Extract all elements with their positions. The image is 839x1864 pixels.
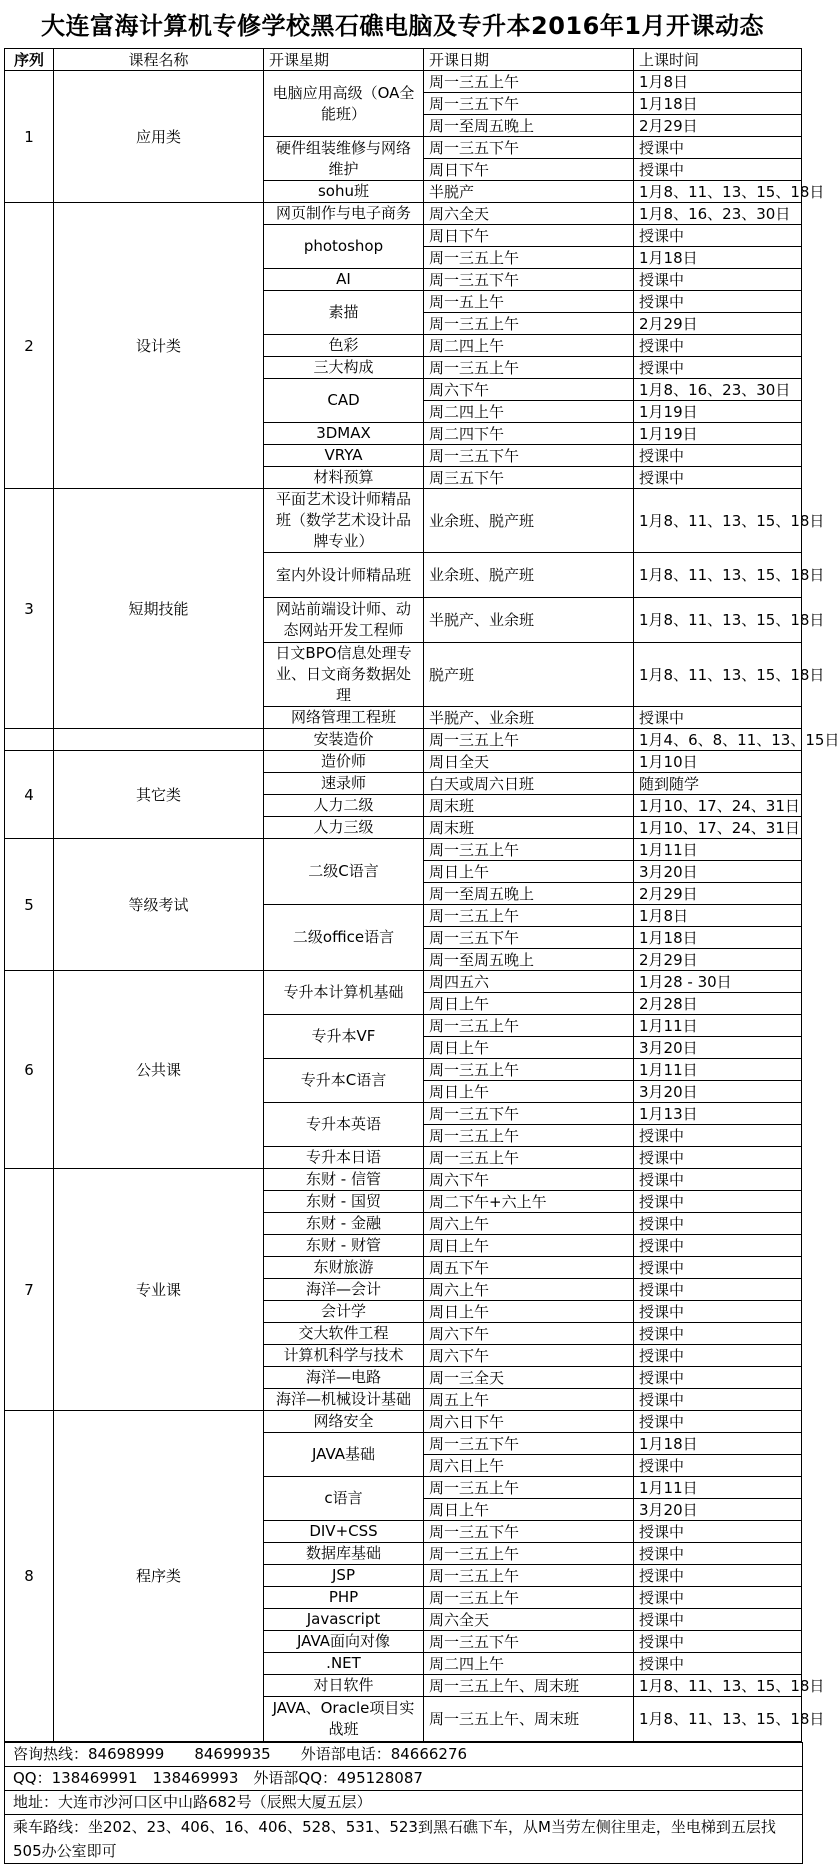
session-weekday: 半脱产、业余班 (424, 598, 634, 643)
session-start-date: 3月20日 (634, 1081, 802, 1103)
session-weekday: 周日上午 (424, 1235, 634, 1257)
session-start-date: 1月18日 (634, 927, 802, 949)
session-start-date: 1月8、16、23、30日 (634, 379, 802, 401)
table-row (5, 1411, 802, 1433)
session-start-date: 1月8、11、13、15、18日 (634, 598, 802, 643)
course-name: 专升本计算机基础 (264, 971, 424, 1015)
session-weekday: 周一三五上午 (424, 839, 634, 861)
session-weekday: 半脱产、业余班 (424, 707, 634, 729)
course-name: 专升本日语 (264, 1147, 424, 1169)
course-name: 人力三级 (264, 817, 424, 839)
session-start-date: 授课中 (634, 1125, 802, 1147)
session-weekday: 周二四上午 (424, 335, 634, 357)
session-weekday: 周一三五上午 (424, 357, 634, 379)
table-row (5, 1169, 802, 1191)
course-name: 二级C语言 (264, 839, 424, 905)
course-name: 东财 - 信管 (264, 1169, 424, 1191)
group-index: 5 (5, 839, 54, 971)
session-weekday: 周一三五上午 (424, 1543, 634, 1565)
group-index: 6 (5, 971, 54, 1169)
course-name: 东财 - 国贸 (264, 1191, 424, 1213)
course-name: 3DMAX (264, 423, 424, 445)
session-start-date: 授课中 (634, 1587, 802, 1609)
session-start-date: 1月13日 (634, 1103, 802, 1125)
session-start-date: 1月11日 (634, 1059, 802, 1081)
session-weekday: 周日上午 (424, 1301, 634, 1323)
course-name: 数据库基础 (264, 1543, 424, 1565)
group-index: 3 (5, 489, 54, 729)
session-start-date: 1月10、17、24、31日 (634, 817, 802, 839)
table-row (5, 971, 802, 993)
session-weekday: 周一三五上午 (424, 1015, 634, 1037)
course-name: 交大软件工程 (264, 1323, 424, 1345)
session-start-date: 授课中 (634, 707, 802, 729)
header-class-time: 上课时间 (634, 49, 802, 71)
session-start-date: 1月18日 (634, 247, 802, 269)
session-start-date: 1月19日 (634, 423, 802, 445)
session-weekday: 周五下午 (424, 1257, 634, 1279)
session-weekday: 周六下午 (424, 1169, 634, 1191)
session-weekday: 周一三五下午 (424, 1103, 634, 1125)
session-start-date: 授课中 (634, 1653, 802, 1675)
session-weekday: 周二下午+六上午 (424, 1191, 634, 1213)
session-weekday: 周一三五下午 (424, 1433, 634, 1455)
session-weekday: 周六下午 (424, 1323, 634, 1345)
schedule-table (4, 48, 839, 1742)
session-weekday: 周日下午 (424, 225, 634, 247)
session-weekday: 周一三五上午 (424, 729, 634, 751)
course-name: 对日软件 (264, 1675, 424, 1697)
session-start-date: 授课中 (634, 1257, 802, 1279)
session-start-date: 授课中 (634, 1345, 802, 1367)
session-weekday: 周六下午 (424, 379, 634, 401)
group-index: 8 (5, 1411, 54, 1742)
table-row (5, 751, 802, 773)
course-name: .NET (264, 1653, 424, 1675)
session-weekday: 周三五下午 (424, 467, 634, 489)
course-name: 海洋—会计 (264, 1279, 424, 1301)
course-name: 网络管理工程班 (264, 707, 424, 729)
session-weekday: 周四五六 (424, 971, 634, 993)
course-name: 网络安全 (264, 1411, 424, 1433)
course-name: Javascript (264, 1609, 424, 1631)
schedule-body (5, 71, 839, 1742)
header-index: 序列 (5, 49, 54, 71)
group-category: 公共课 (54, 971, 264, 1169)
course-name: 三大构成 (264, 357, 424, 379)
session-start-date: 授课中 (634, 1455, 802, 1477)
course-name: JAVA、Oracle项目实战班 (264, 1697, 424, 1742)
session-start-date: 1月28 - 30日 (634, 971, 802, 993)
session-weekday: 周六全天 (424, 203, 634, 225)
course-name: 东财 - 财管 (264, 1235, 424, 1257)
session-start-date: 授课中 (634, 1169, 802, 1191)
course-name: sohu班 (264, 181, 424, 203)
session-weekday: 周一至周五晚上 (424, 115, 634, 137)
session-weekday: 周日下午 (424, 159, 634, 181)
course-name: 人力二级 (264, 795, 424, 817)
session-weekday: 周一三五上午 (424, 1125, 634, 1147)
course-name: PHP (264, 1587, 424, 1609)
course-name: 硬件组装维修与网络维护 (264, 137, 424, 181)
group-category: 短期技能 (54, 489, 264, 729)
session-weekday: 周一五上午 (424, 291, 634, 313)
session-weekday: 周一三五上午 (424, 71, 634, 93)
table-row (5, 839, 802, 861)
session-weekday: 周一三五下午 (424, 445, 634, 467)
course-name: 网站前端设计师、动态网站开发工程师 (264, 598, 424, 643)
course-name: 网页制作与电子商务 (264, 203, 424, 225)
session-start-date: 授课中 (634, 1235, 802, 1257)
session-weekday: 周二四上午 (424, 401, 634, 423)
header-weekday: 开课星期 (264, 49, 424, 71)
session-start-date: 授课中 (634, 291, 802, 313)
session-start-date: 1月8日 (634, 71, 802, 93)
session-start-date: 1月11日 (634, 1477, 802, 1499)
session-weekday: 周末班 (424, 817, 634, 839)
course-name: 素描 (264, 291, 424, 335)
session-start-date: 3月20日 (634, 1499, 802, 1521)
contact-footer (4, 1742, 803, 1864)
group-index: 1 (5, 71, 54, 203)
session-weekday: 周一三五上午 (424, 905, 634, 927)
course-name: 材料预算 (264, 467, 424, 489)
course-name: 计算机科学与技术 (264, 1345, 424, 1367)
session-weekday: 半脱产 (424, 181, 634, 203)
session-start-date: 1月8、11、13、15、18日 (634, 553, 802, 598)
group-index (5, 729, 54, 751)
session-start-date: 3月20日 (634, 861, 802, 883)
session-start-date: 1月8、11、13、15、18日 (634, 489, 802, 553)
table-row (5, 489, 802, 553)
group-category: 专业课 (54, 1169, 264, 1411)
session-start-date: 1月4、6、8、11、13、15日 (634, 729, 802, 751)
session-weekday: 周六全天 (424, 1609, 634, 1631)
session-weekday: 周一三五下午 (424, 269, 634, 291)
course-name: 海洋—电路 (264, 1367, 424, 1389)
course-name: 电脑应用高级（OA全能班） (264, 71, 424, 137)
session-weekday: 周日上午 (424, 1037, 634, 1059)
session-start-date: 1月8、11、13、15、18日 (634, 1697, 802, 1742)
session-weekday: 脱产班 (424, 643, 634, 707)
session-start-date: 授课中 (634, 1389, 802, 1411)
session-weekday: 周一三五下午 (424, 1631, 634, 1653)
course-name: 室内外设计师精品班 (264, 553, 424, 598)
course-name: c语言 (264, 1477, 424, 1521)
table-header-row (5, 49, 802, 71)
course-name: JAVA面向对像 (264, 1631, 424, 1653)
session-start-date: 2月29日 (634, 883, 802, 905)
session-weekday: 周一三五上午 (424, 313, 634, 335)
footer-hotline: 咨询热线：84698999 84699935 外语部电话：84666276 (5, 1742, 802, 1766)
group-index: 2 (5, 203, 54, 489)
session-start-date: 授课中 (634, 1191, 802, 1213)
session-weekday: 业余班、脱产班 (424, 553, 634, 598)
session-weekday: 周一三五上午 (424, 1565, 634, 1587)
session-weekday: 周末班 (424, 795, 634, 817)
session-start-date: 1月8、11、13、15、18日 (634, 1675, 802, 1697)
session-start-date: 2月29日 (634, 949, 802, 971)
session-start-date: 授课中 (634, 1631, 802, 1653)
course-name: 海洋—机械设计基础 (264, 1389, 424, 1411)
session-weekday: 周六下午 (424, 1345, 634, 1367)
course-name: VRYA (264, 445, 424, 467)
session-weekday: 周日上午 (424, 861, 634, 883)
session-weekday: 周六日下午 (424, 1411, 634, 1433)
group-index: 4 (5, 751, 54, 839)
session-start-date: 授课中 (634, 357, 802, 379)
course-name: 会计学 (264, 1301, 424, 1323)
course-name: 东财 - 金融 (264, 1213, 424, 1235)
session-weekday: 周一三五下午 (424, 93, 634, 115)
session-start-date: 授课中 (634, 225, 802, 247)
course-name: 专升本C语言 (264, 1059, 424, 1103)
session-start-date: 1月11日 (634, 839, 802, 861)
session-start-date: 1月8日 (634, 905, 802, 927)
course-name: photoshop (264, 225, 424, 269)
session-start-date: 3月20日 (634, 1037, 802, 1059)
session-weekday: 白天或周六日班 (424, 773, 634, 795)
session-weekday: 周六上午 (424, 1213, 634, 1235)
session-start-date: 授课中 (634, 1543, 802, 1565)
header-start-date: 开课日期 (424, 49, 634, 71)
session-start-date: 1月19日 (634, 401, 802, 423)
session-start-date: 授课中 (634, 335, 802, 357)
session-start-date: 1月18日 (634, 1433, 802, 1455)
page-title: 大连富海计算机专修学校黑石礁电脑及专升本2016年1月开课动态 (41, 12, 764, 40)
course-name: 色彩 (264, 335, 424, 357)
session-weekday: 周一三五下午 (424, 927, 634, 949)
session-start-date: 授课中 (634, 1147, 802, 1169)
session-weekday: 周六上午 (424, 1279, 634, 1301)
header-course-name: 课程名称 (54, 49, 264, 71)
session-weekday: 周二四下午 (424, 423, 634, 445)
session-start-date: 授课中 (634, 1279, 802, 1301)
session-start-date: 随到随学 (634, 773, 802, 795)
session-start-date: 2月29日 (634, 115, 802, 137)
session-weekday: 周日上午 (424, 1499, 634, 1521)
session-start-date: 授课中 (634, 1213, 802, 1235)
session-weekday: 周一三五下午 (424, 1521, 634, 1543)
session-weekday: 周二四上午 (424, 1653, 634, 1675)
session-start-date: 1月10日 (634, 751, 802, 773)
course-name: 安装造价 (264, 729, 424, 751)
group-category: 程序类 (54, 1411, 264, 1742)
session-weekday: 周一三五上午 (424, 1147, 634, 1169)
session-start-date: 1月11日 (634, 1015, 802, 1037)
session-weekday: 周一三五上午、周末班 (424, 1675, 634, 1697)
course-name: 造价师 (264, 751, 424, 773)
group-category (54, 729, 264, 751)
session-start-date: 授课中 (634, 1565, 802, 1587)
session-start-date: 2月28日 (634, 993, 802, 1015)
course-name: AI (264, 269, 424, 291)
session-weekday: 周一至周五晚上 (424, 883, 634, 905)
course-name: 专升本英语 (264, 1103, 424, 1147)
session-weekday: 周一三五上午 (424, 1477, 634, 1499)
course-name: 二级office语言 (264, 905, 424, 971)
session-start-date: 授课中 (634, 467, 802, 489)
session-weekday: 周一三五上午 (424, 247, 634, 269)
course-name: JSP (264, 1565, 424, 1587)
session-start-date: 1月18日 (634, 93, 802, 115)
course-name: DIV+CSS (264, 1521, 424, 1543)
group-category: 等级考试 (54, 839, 264, 971)
session-start-date: 授课中 (634, 1323, 802, 1345)
session-start-date: 授课中 (634, 1301, 802, 1323)
table-row (5, 729, 802, 751)
session-start-date: 授课中 (634, 269, 802, 291)
session-start-date: 授课中 (634, 1609, 802, 1631)
session-weekday: 周日全天 (424, 751, 634, 773)
session-start-date: 授课中 (634, 1367, 802, 1389)
session-start-date: 1月10、17、24、31日 (634, 795, 802, 817)
course-name: 平面艺术设计师精品班（数学艺术设计品牌专业） (264, 489, 424, 553)
session-start-date: 授课中 (634, 159, 802, 181)
session-weekday: 周日上午 (424, 993, 634, 1015)
session-weekday: 周日上午 (424, 1081, 634, 1103)
session-start-date: 1月8、16、23、30日 (634, 203, 802, 225)
session-weekday: 周一三五下午 (424, 137, 634, 159)
session-weekday: 周六日上午 (424, 1455, 634, 1477)
session-weekday: 周一至周五晚上 (424, 949, 634, 971)
group-category: 设计类 (54, 203, 264, 489)
footer-address: 地址：大连市沙河口区中山路682号（辰熙大厦五层） (5, 1790, 802, 1814)
session-weekday: 周一三全天 (424, 1367, 634, 1389)
session-weekday: 周一三五上午 (424, 1059, 634, 1081)
course-name: JAVA基础 (264, 1433, 424, 1477)
table-row (5, 71, 802, 93)
table-row (5, 203, 802, 225)
footer-route: 乘车路线：坐202、23、406、16、406、528、531、523到黑石礁下车，从M当劳左侧往里走，坐电梯到五层找505办公室即可 (5, 1814, 802, 1863)
session-start-date: 1月8、11、13、15、18日 (634, 643, 802, 707)
group-category: 其它类 (54, 751, 264, 839)
session-start-date: 2月29日 (634, 313, 802, 335)
session-start-date: 授课中 (634, 445, 802, 467)
session-start-date: 授课中 (634, 1411, 802, 1433)
session-start-date: 授课中 (634, 1521, 802, 1543)
group-index: 7 (5, 1169, 54, 1411)
session-weekday: 业余班、脱产班 (424, 489, 634, 553)
session-weekday: 周五上午 (424, 1389, 634, 1411)
session-weekday: 周一三五上午 (424, 1587, 634, 1609)
footer-qq: QQ：138469991 138469993 外语部QQ：495128087 (5, 1766, 802, 1790)
session-start-date: 授课中 (634, 137, 802, 159)
course-name: 速录师 (264, 773, 424, 795)
course-name: 专升本VF (264, 1015, 424, 1059)
group-category: 应用类 (54, 71, 264, 203)
course-name: 东财旅游 (264, 1257, 424, 1279)
course-name: CAD (264, 379, 424, 423)
session-weekday: 周一三五上午、周末班 (424, 1697, 634, 1742)
session-start-date: 1月8、11、13、15、18日 (634, 181, 802, 203)
course-name: 日文BPO信息处理专业、日文商务数据处理 (264, 643, 424, 707)
